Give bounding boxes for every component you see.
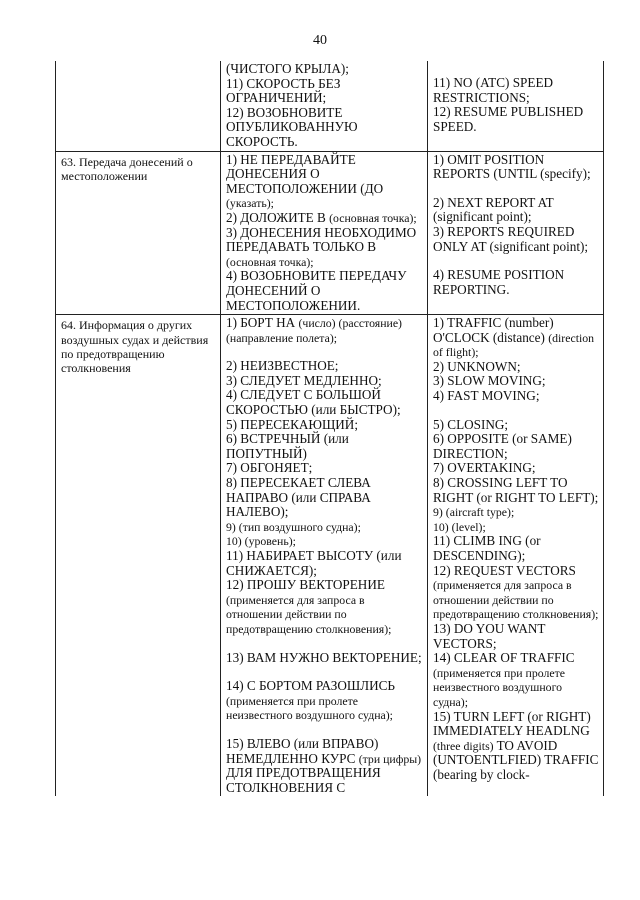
phrase-text: (три цифры) xyxy=(358,751,422,766)
phrase-text: 12) ВОЗОБНОВИТЕ ОПУБЛИКОВАННУЮ СКОРОСТЬ. xyxy=(226,104,358,149)
phrase-text: 14) CLEAR OF TRAFFIC xyxy=(433,650,575,666)
subject-cell xyxy=(56,151,221,315)
table-row xyxy=(56,151,604,315)
table-row xyxy=(56,315,604,797)
phrase-text: 12) RESUME PUBLISHED SPEED. xyxy=(433,104,584,134)
phrase-entry xyxy=(433,76,599,105)
phrase-text: 2) ДОЛОЖИТЕ В xyxy=(226,209,330,225)
spacer xyxy=(433,404,599,418)
phrase-text: 11) CLIMB ING (or DESCENDING); xyxy=(433,533,541,563)
phrase-text: (применяется при пролете неизвестного воздушного судна); xyxy=(226,693,393,723)
phrase-text: 8) CROSSING LEFT TO RIGHT (or RIGHT TO LEFT); xyxy=(433,475,599,505)
phrase-entry xyxy=(433,316,599,360)
phrase-text: 4) RESUME POSITION REPORTING. xyxy=(433,267,565,297)
phrase-text: (three digits) xyxy=(433,738,497,753)
phrase-text: (применяется для запроса в отношении действии по предотвращению столкновения); xyxy=(433,578,599,622)
phrase-entry xyxy=(226,106,423,150)
phrase-entry xyxy=(226,461,423,476)
phrase-entry xyxy=(226,432,423,461)
phrase-entry xyxy=(226,374,423,389)
phrase-text: 2) UNKNOWN; xyxy=(433,358,521,374)
phrase-entry xyxy=(226,549,423,578)
phrase-text: 7) ОБГОНЯЕТ; xyxy=(226,460,313,476)
spacer xyxy=(226,345,423,359)
phrase-text: 12) REQUEST VECTORS xyxy=(433,562,576,578)
phrase-text: 9) (aircraft type); xyxy=(433,505,515,520)
phrase-text: 15) TURN LEFT (or RIGHT) IMMEDIATELY HEADLNG xyxy=(433,708,591,739)
phrase-entry xyxy=(226,211,423,226)
phrase-entry xyxy=(226,269,423,313)
phrase-text: TO AVOID (UNTOENTLFIED) TRAFFIC (bearing by clock- xyxy=(433,737,599,782)
phrase-text: 2) НЕИЗВЕСТНОЕ; xyxy=(226,358,339,374)
phrase-entry xyxy=(226,520,423,535)
phrase-text: 3) SLOW MOVING; xyxy=(433,373,546,389)
phrase-text: 3) СЛЕДУЕТ МЕДЛЕННО; xyxy=(226,372,382,388)
phrase-entry xyxy=(226,77,423,106)
phrase-text: 4) FAST MOVING; xyxy=(433,388,540,404)
russian-phrases-cell xyxy=(221,315,428,797)
phrase-text: (применяется для запроса в отношении действии по предотвращению столкновения); xyxy=(226,592,392,636)
phrase-text: 12) ПРОШУ ВЕКТОРЕНИЕ xyxy=(226,577,385,593)
spacer xyxy=(226,723,423,737)
table-row xyxy=(56,61,604,151)
phrase-entry xyxy=(433,432,599,461)
russian-phrases-cell xyxy=(221,61,428,151)
phrase-entry xyxy=(226,534,423,549)
phrase-entry xyxy=(433,505,599,520)
phrase-entry xyxy=(433,153,599,182)
phrase-text: ДЛЯ ПРЕДОТВРАЩЕНИЯ СТОЛКНОВЕНИЯ С xyxy=(226,765,381,795)
phrase-text: (указать); xyxy=(226,196,274,211)
phrase-text: (число) (расстояние) (направление полета); xyxy=(226,316,402,345)
phrase-text: 4) СЛЕДУЕТ С БОЛЬШОЙ СКОРОСТЬЮ (или БЫСТРО); xyxy=(226,387,401,418)
phrase-entry xyxy=(226,153,423,211)
phrase-text: 6) OPPOSITE (or SAME) DIRECTION; xyxy=(433,431,572,461)
phrase-entry xyxy=(226,578,423,636)
phrase-text: 11) NO (ATC) SPEED RESTRICTIONS; xyxy=(433,75,554,105)
phrase-text: 1) TRAFFIC (number) O'CLOCK (distance) xyxy=(433,315,554,345)
phrase-entry xyxy=(433,196,599,225)
subject-text xyxy=(61,62,216,64)
subject-cell xyxy=(56,61,221,151)
phrase-entry xyxy=(433,534,599,563)
phrase-entry xyxy=(226,651,423,666)
phrase-text: 5) CLOSING; xyxy=(433,416,509,432)
phrase-text: 9) (тип воздушного судна); xyxy=(226,519,361,534)
russian-phrases-cell xyxy=(221,151,428,315)
spacer xyxy=(433,182,599,196)
phrase-entry xyxy=(226,316,423,345)
phrase-entry xyxy=(433,374,599,389)
page-number: 40 xyxy=(313,33,327,48)
phrase-entry xyxy=(433,564,599,622)
spacer xyxy=(433,254,599,268)
phrase-entry xyxy=(433,225,599,254)
phrase-entry xyxy=(226,226,423,270)
phrase-entry xyxy=(433,622,599,651)
phrase-text: 14) С БОРТОМ РАЗОШЛИСЬ xyxy=(226,678,396,694)
phrase-entry xyxy=(433,268,599,297)
phrase-entry xyxy=(433,360,599,375)
phrase-entry xyxy=(433,105,599,134)
phrase-text: 10) (level); xyxy=(433,519,486,534)
phraseology-table xyxy=(55,61,604,796)
english-phrases-cell xyxy=(428,61,604,151)
phrase-text: 1) БОРТ НА xyxy=(226,315,299,331)
phrase-text: 2) NEXT REPORT AT (significant point); xyxy=(433,194,554,225)
phrase-text: 3) ДОНЕСЕНИЯ НЕОБХОДИМО ПЕРЕДАВАТЬ ТОЛЬКО В xyxy=(226,224,417,255)
phrase-text: 15) ВЛЕВО (или ВПРАВО) НЕМЕДЛЕННО КУРС xyxy=(226,735,379,766)
phrase-entry xyxy=(226,476,423,520)
phrase-entry xyxy=(433,461,599,476)
phrase-text: 10) (уровень); xyxy=(226,534,296,549)
phrase-entry xyxy=(433,418,599,433)
phrase-entry xyxy=(433,476,599,505)
phrase-text: (direction of flight); xyxy=(433,330,595,360)
phrase-text: (применяется при пролете неизвестного воздушного судна); xyxy=(433,665,565,709)
phrase-text: 1) НЕ ПЕРЕДАВАЙТЕ ДОНЕСЕНИЯ О МЕСТОПОЛОЖЕНИИ (ДО xyxy=(226,151,384,196)
phrase-text: 11) СКОРОСТЬ БЕЗ ОГРАНИЧЕНИЙ; xyxy=(226,75,341,106)
subject-text: 63. Передача донесений о местоположении xyxy=(61,154,193,183)
phrase-text: 8) ПЕРЕСЕКАЕТ СЛЕВА НАПРАВО (или СПРАВА НАЛЕВО); xyxy=(226,475,371,520)
phrase-entry xyxy=(226,359,423,374)
english-phrases-cell xyxy=(428,315,604,797)
phrase-entry xyxy=(433,710,599,783)
spacer xyxy=(433,62,599,76)
phrase-text: 6) ВСТРЕЧНЫЙ (или ПОПУТНЫЙ) xyxy=(226,431,349,461)
phrase-text: 4) ВОЗОБНОВИТЕ ПЕРЕДАЧУ ДОНЕСЕНИЙ О МЕСТОПОЛОЖЕНИИ. xyxy=(226,268,407,313)
spacer xyxy=(226,637,423,651)
phrase-entry xyxy=(226,62,423,77)
phrase-text: 7) OVERTAKING; xyxy=(433,460,536,476)
phrase-text: (ЧИСТОГО КРЫЛА); xyxy=(226,61,349,76)
phrase-text: 13) DO YOU WANT VECTORS; xyxy=(433,620,546,651)
subject-text: 64. Информация о других воздушных судах и действия по предотвращению столкновения xyxy=(61,318,209,376)
phrase-text: 13) ВАМ НУЖНО ВЕКТОРЕНИЕ; xyxy=(226,649,422,665)
phrase-entry xyxy=(433,389,599,404)
spacer xyxy=(226,665,423,679)
subject-cell xyxy=(56,315,221,797)
phrase-entry xyxy=(226,388,423,417)
phrase-entry xyxy=(226,679,423,723)
phrase-text: (основная точка); xyxy=(329,210,417,225)
phrase-text: 5) ПЕРЕСЕКАЮЩИЙ; xyxy=(226,416,358,432)
english-phrases-cell xyxy=(428,151,604,315)
phrase-entry xyxy=(433,651,599,709)
phrase-entry xyxy=(226,737,423,795)
phrase-text: 11) НАБИРАЕТ ВЫСОТУ (или СНИЖАЕТСЯ); xyxy=(226,548,402,578)
phrase-entry xyxy=(433,520,599,535)
phrase-text: 1) OMIT POSITION REPORTS (UNTIL (specify); xyxy=(433,151,591,182)
phrase-entry xyxy=(226,418,423,433)
phrase-text: 3) REPORTS REQUIRED ONLY AT (significant point); xyxy=(433,223,589,254)
phrase-text: (основная точка); xyxy=(226,254,314,269)
